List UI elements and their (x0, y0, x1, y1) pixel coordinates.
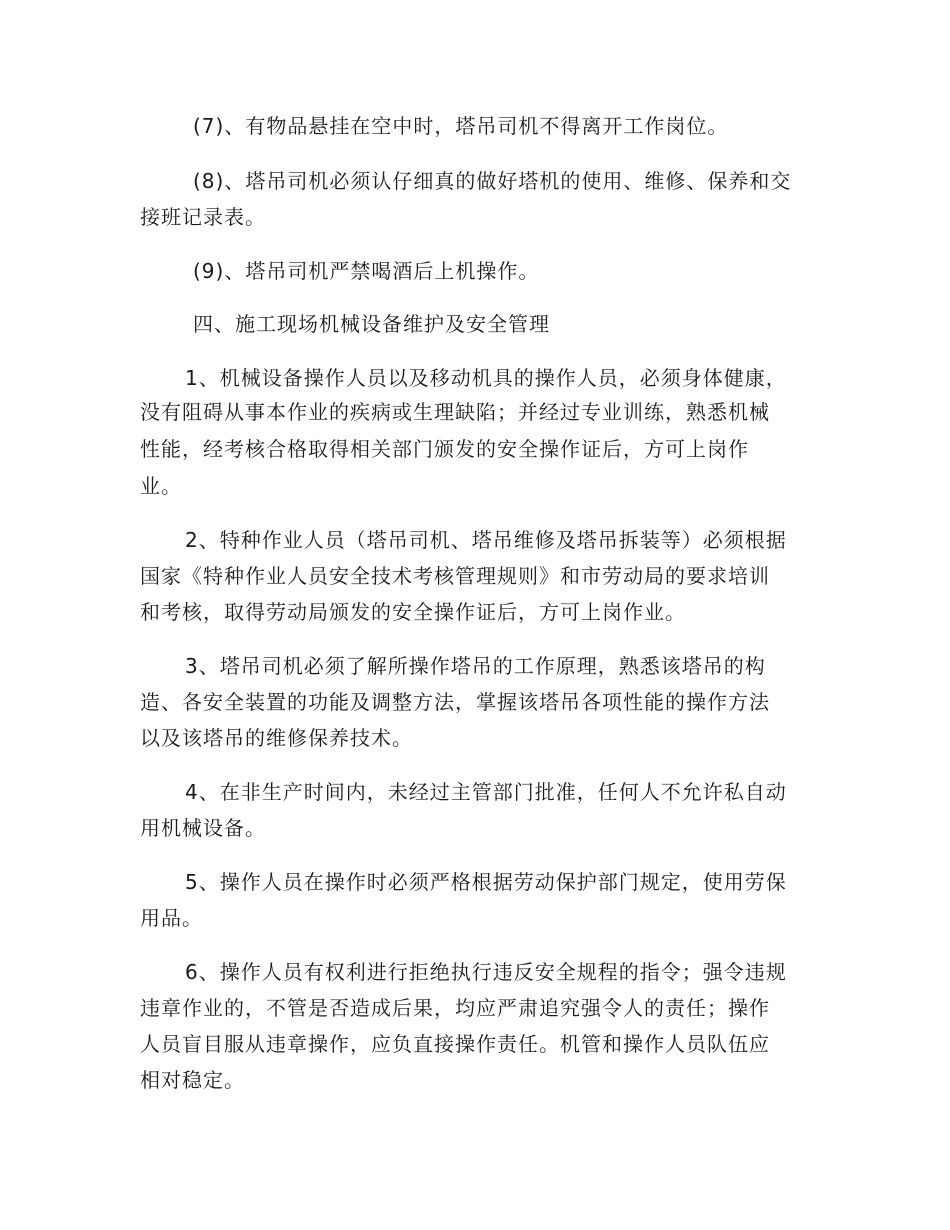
item-1-line-1: 1、机械设备操作人员以及移动机具的操作人员，必须身体健康， (185, 366, 787, 390)
item-5-line-2: 用品。 (140, 906, 203, 930)
item-6-line-1: 6、操作人员有权利进行拒绝执行违反安全规程的指令；强令违规 (185, 960, 787, 984)
item-3-line-1: 3、塔吊司机必须了解所操作塔吊的工作原理，熟悉该塔吊的构 (185, 654, 766, 678)
item-1-line-3: 性能，经考核合格取得相关部门颁发的安全操作证后，方可上岗作 (140, 437, 749, 461)
item-3-line-3: 以及该塔吊的维修保养技术。 (140, 726, 413, 750)
item-1-line-2: 没有阻碍从事本作业的疾病或生理缺陷；并经过专业训练，熟悉机械 (140, 400, 770, 424)
section-heading-4: 四、施工现场机械设备维护及安全管理 (193, 312, 550, 336)
item-4-line-2: 用机械设备。 (140, 816, 266, 840)
item-6-line-3: 人员盲目服从违章操作，应负直接操作责任。机管和操作人员队伍应 (140, 1032, 770, 1056)
item-4-line-1: 4、在非生产时间内，未经过主管部门批准，任何人不允许私自动 (185, 780, 787, 804)
item-2-line-1: 2、特种作业人员（塔吊司机、塔吊维修及塔吊拆装等）必须根据 (185, 528, 787, 552)
item-6-line-4: 相对稳定。 (140, 1068, 245, 1092)
item-1-line-4: 业。 (140, 474, 182, 498)
item-2-line-3: 和考核，取得劳动局颁发的安全操作证后，方可上岗作业。 (140, 600, 686, 624)
clause-9-line-1: (9)、塔吊司机严禁喝酒后上机操作。 (193, 259, 540, 283)
clause-7-line-1: (7)、有物品悬挂在空中时，塔吊司机不得离开工作岗位。 (193, 114, 729, 138)
clause-8-line-2: 接班记录表。 (140, 205, 266, 229)
item-5-line-1: 5、操作人员在操作时必须严格根据劳动保护部门规定，使用劳保 (185, 870, 787, 894)
clause-8-line-1: (8)、塔吊司机必须认仔细真的做好塔机的使用、维修、保养和交 (193, 169, 792, 193)
item-3-line-2: 造、各安全装置的功能及调整方法，掌握该塔吊各项性能的操作方法 (140, 690, 770, 714)
item-2-line-2: 国家《特种作业人员安全技术考核管理规则》和市劳动局的要求培训 (140, 564, 770, 588)
item-6-line-2: 违章作业的，不管是否造成后果，均应严肃追究强令人的责任；操作 (140, 996, 770, 1020)
